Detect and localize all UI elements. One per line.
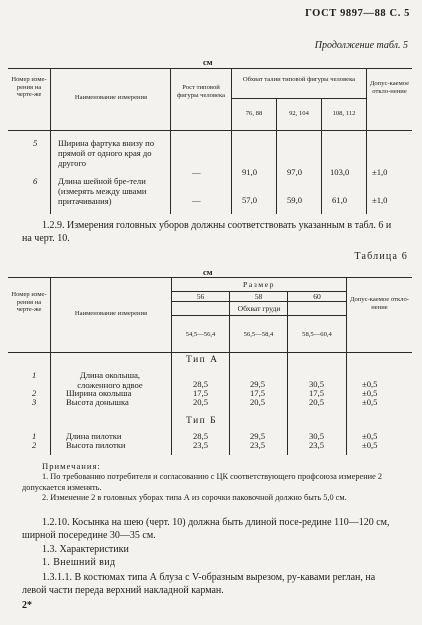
t6b-row1-v3: 30,5: [309, 431, 325, 441]
t6-head-size-60: 60: [313, 292, 321, 301]
t5-row6-v3: 61,0: [332, 195, 348, 205]
paragraph-1-2-10: 1.2.10. Косынка на шею (черт. 10) должна быть длиной посе-редине 110—120 см, ширной посередине 30—35 см.: [22, 517, 390, 541]
t6-head-range-1: 54,5—56,4: [185, 331, 216, 338]
t6a-row3-v3: 20,5: [309, 397, 325, 407]
t6a-row2-v1: 17,5: [193, 388, 209, 398]
t5-row5-height: —: [192, 167, 201, 177]
t6a-row1-tol: ±0,5: [362, 379, 378, 389]
t6a-row3-v1: 20,5: [193, 397, 209, 407]
t5-row6-v2: 59,0: [287, 195, 303, 205]
t6-head-range-2: 56,5—58,4: [243, 331, 274, 338]
t5-head-height: Рост типовой фигуры человека: [176, 84, 226, 99]
t6-head-num: Номер изме-рения на черте-же: [11, 291, 47, 314]
t6-head-chest: Обхват груди: [237, 304, 281, 313]
section-1-3: 1.3. Характеристики: [42, 544, 129, 555]
t6a-row3-tol: ±0,5: [362, 397, 378, 407]
continuation-note: Продолжение табл. 5: [314, 40, 408, 51]
t5-head-size-3: 108, 112: [332, 110, 356, 117]
t6a-row1-v3: 30,5: [309, 379, 325, 389]
t6b-row2-v1: 23,5: [193, 440, 209, 450]
t6b-row2-name: Высота пилотки: [66, 440, 126, 450]
t5-row5-v3: 103,0: [330, 167, 350, 177]
t6b-row1-tol: ±0,5: [362, 431, 378, 441]
t5-head-num: Номер изме-рения на черте-же: [11, 76, 47, 99]
section-1-3-1: 1. Внешний вид: [42, 557, 116, 568]
paragraph-1-3-1-1: 1.3.1.1. В костюмах типа А блуза с V-образным вырезом, ру-кавами реглан, на левой части переда верхний накладной карман.: [22, 572, 376, 596]
t6a-row1-name: Длина околыша, сложенного вдвое: [77, 370, 143, 390]
t5-head-size-1: 76, 88: [245, 110, 263, 117]
t6a-row2-num: 2: [32, 388, 37, 398]
t6a-row3-num: 3: [32, 397, 37, 407]
t5-row6-name: Длина шейной бре-тели (измерять между швами притачивания): [58, 176, 147, 206]
t6b-row1-num: 1: [32, 431, 37, 441]
t6a-row2-tol: ±0,5: [362, 388, 378, 398]
t6b-row2-v2: 23,5: [250, 440, 266, 450]
t5-row5-num: 5: [33, 138, 38, 148]
table6-caption: Таблица 6: [354, 251, 408, 262]
table6-unit: см: [203, 267, 213, 277]
table5-unit: см: [203, 57, 213, 67]
t5-row6-num: 6: [33, 176, 38, 186]
t6a-row3-v2: 20,5: [250, 397, 266, 407]
t6b-row2-num: 2: [32, 440, 37, 450]
note-2: 2. Изменение 2 в головных уборах типа А из сорочки паковочной должно быть 5,0 см.: [42, 493, 347, 502]
t5-row5-v2: 97,0: [287, 167, 303, 177]
type-a-heading: Тип А: [186, 355, 219, 365]
t6b-row1-v1: 28,5: [193, 431, 209, 441]
t5-row6-tol: ±1,0: [372, 195, 388, 205]
standard-header: ГОСТ 9897—88 С. 5: [305, 8, 410, 19]
t5-row6-v1: 57,0: [242, 195, 258, 205]
t6b-row2-tol: ±0,5: [362, 440, 378, 450]
t5-head-size-2: 92, 104: [289, 110, 309, 117]
t5-head-tol: Допус-каемое откло-нение: [369, 80, 410, 95]
t6-head-size: Размер: [242, 280, 276, 289]
t5-head-group: Обхват талии типовой фигуры человека: [242, 76, 356, 83]
t6a-row1-v1: 28,5: [193, 379, 209, 389]
paragraph-1-2-9: 1.2.9. Измерения головных уборов должны соответствовать указанным в табл. 6 и на черт. 10.: [22, 220, 392, 244]
t5-row5-name: Ширина фартука внизу по прямой от одного края до другого: [58, 138, 155, 168]
t6-head-tol: Допус-каемое откло-нение: [350, 296, 409, 311]
notes-title: Примечания:: [42, 461, 101, 471]
t6a-row3-name: Высота донышка: [66, 397, 129, 407]
t6a-row2-v2: 17,5: [250, 388, 266, 398]
t5-head-name: Наименование измерения: [74, 94, 148, 101]
t6a-row1-v2: 29,5: [250, 379, 266, 389]
t6-head-range-3: 58,5—60,4: [302, 331, 332, 338]
t6-head-name: Наименование измерения: [74, 310, 148, 317]
t6b-row1-v2: 29,5: [250, 431, 266, 441]
type-b-heading: Тип Б: [186, 416, 218, 426]
note-1: 1. По требованию потребителя и согласованию с ЦК соответствующего профсоюза измерение 2 допускается изменять.: [22, 472, 382, 492]
t6b-row1-name: Длина пилотки: [66, 431, 122, 441]
t6b-row2-v3: 23,5: [309, 440, 325, 450]
t6-head-size-56: 56: [196, 292, 205, 301]
t5-row5-v1: 91,0: [242, 167, 258, 177]
t6a-row1-num: 1: [32, 370, 37, 380]
t6-head-size-58: 58: [254, 292, 263, 301]
t5-row5-tol: ±1,0: [372, 167, 388, 177]
t6a-row2-name: Ширина околыша: [66, 388, 132, 398]
t5-row6-height: —: [192, 195, 201, 205]
page-number: 2*: [22, 600, 32, 611]
t6a-row2-v3: 17,5: [309, 388, 325, 398]
